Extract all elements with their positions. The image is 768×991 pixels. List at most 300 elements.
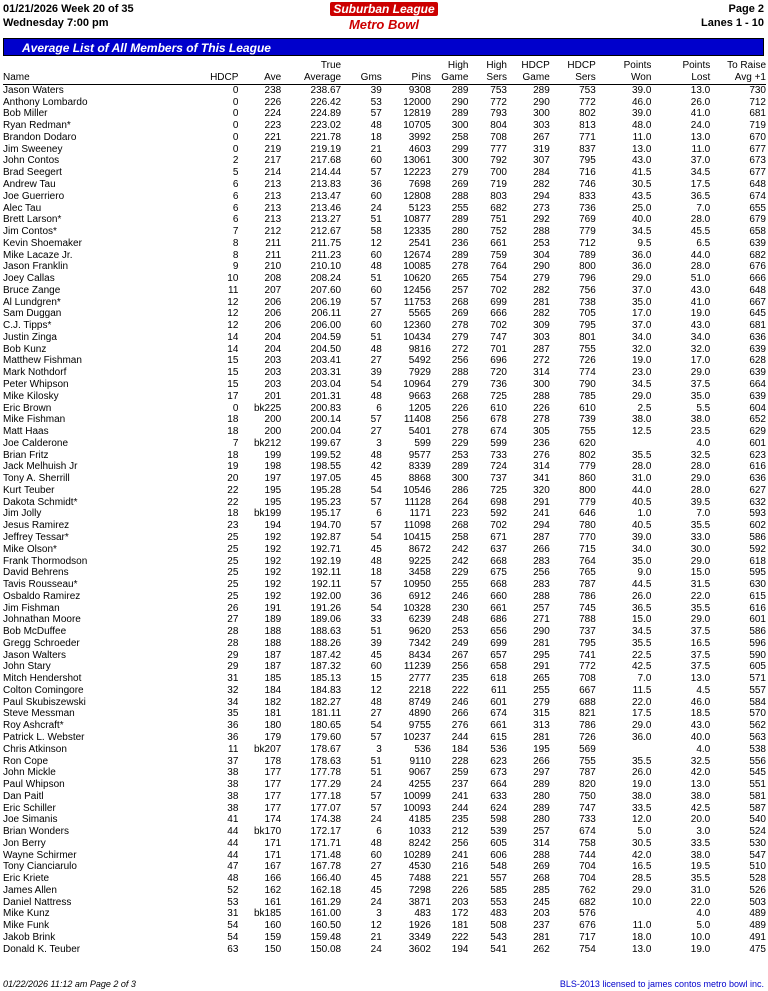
cell-high-game: 256 bbox=[451, 661, 469, 673]
date-week: 01/21/2026 Week 20 of 35 bbox=[3, 3, 134, 15]
cell-true-average: 219.19 bbox=[310, 143, 342, 155]
cell-true-average: 192.11 bbox=[311, 579, 342, 591]
cell-points-lost: 4.5 bbox=[696, 684, 711, 696]
cell-gms: 60 bbox=[370, 155, 382, 167]
cell-gms: 57 bbox=[370, 520, 382, 532]
cell-hdcp-sers: 739 bbox=[579, 414, 596, 426]
cell-to-raise: 616 bbox=[749, 602, 766, 614]
cell-name: Mike Funk bbox=[3, 920, 50, 932]
cell-hdcp-game: 303 bbox=[533, 120, 550, 132]
cell-name: Brett Larson* bbox=[3, 214, 62, 226]
cell-points-won bbox=[596, 437, 652, 449]
cell-hdcp-sers: 717 bbox=[579, 932, 596, 943]
cell-hdcp: 25 bbox=[227, 567, 239, 579]
cell-true-average: 189.06 bbox=[310, 614, 342, 626]
cell-hdcp: 27 bbox=[227, 614, 239, 626]
cell-pins: 11753 bbox=[403, 296, 431, 308]
cell-to-raise: 639 bbox=[749, 390, 766, 402]
cell-hdcp: 53 bbox=[227, 896, 239, 908]
cell-pins: 12456 bbox=[403, 284, 431, 296]
table-row bbox=[3, 838, 766, 850]
cell-high-game: 288 bbox=[451, 367, 469, 379]
cell-points-won: 43.0 bbox=[631, 155, 652, 167]
day-time: Wednesday 7:00 pm bbox=[3, 17, 109, 29]
cell-gms: 60 bbox=[370, 284, 382, 296]
cell-gms: 60 bbox=[370, 849, 382, 861]
cell-ave: 188 bbox=[264, 626, 282, 638]
table-row bbox=[3, 590, 766, 602]
table-row bbox=[3, 920, 766, 932]
cell-points-won: 11.0 bbox=[632, 131, 652, 143]
cell-hdcp-sers: 708 bbox=[579, 673, 596, 685]
cell-hdcp: 54 bbox=[227, 932, 239, 943]
cell-points-lost: 32.0 bbox=[690, 343, 711, 355]
cell-points-won: 13.0 bbox=[631, 943, 652, 955]
cell-gms: 3 bbox=[376, 437, 382, 449]
cell-hdcp: 25 bbox=[227, 531, 239, 543]
cell-points-lost: 28.0 bbox=[690, 214, 711, 226]
cell-ave: 210 bbox=[264, 261, 282, 273]
cell-high-sers: 585 bbox=[490, 884, 507, 896]
table-row bbox=[3, 767, 766, 779]
cell-hdcp-game: 237 bbox=[533, 920, 550, 932]
cell-hdcp-sers: 789 bbox=[579, 249, 596, 261]
cell-hdcp-game: 256 bbox=[533, 567, 550, 579]
cell-points-lost: 13.0 bbox=[690, 84, 711, 96]
cell-true-average: 206.11 bbox=[311, 308, 342, 320]
cell-true-average: 192.11 bbox=[311, 567, 342, 579]
table-row bbox=[3, 214, 766, 226]
cell-pins: 7488 bbox=[408, 873, 431, 885]
cell-to-raise: 538 bbox=[749, 743, 766, 755]
cell-name: Jim Jolly bbox=[3, 508, 42, 520]
cell-points-won: 26.0 bbox=[631, 767, 652, 779]
cell-hdcp-game: 297 bbox=[533, 767, 550, 779]
cell-high-sers: 733 bbox=[490, 449, 507, 461]
cell-to-raise: 540 bbox=[749, 814, 766, 826]
cell-pins: 10093 bbox=[403, 802, 431, 814]
table-row bbox=[3, 108, 766, 120]
cell-points-lost: 42.5 bbox=[690, 802, 711, 814]
cell-hdcp-game: 245 bbox=[533, 896, 550, 908]
cell-hdcp-game: 283 bbox=[533, 579, 550, 591]
cell-high-game: 289 bbox=[451, 249, 469, 261]
cell-pins: 4255 bbox=[408, 779, 431, 791]
cell-high-sers: 724 bbox=[490, 461, 507, 473]
cell-points-lost: 37.5 bbox=[690, 626, 711, 638]
cell-points-lost: 35.5 bbox=[690, 520, 711, 532]
cell-ave: 192 bbox=[264, 590, 282, 602]
cell-points-won: 26.0 bbox=[631, 590, 652, 602]
cell-to-raise: 639 bbox=[749, 237, 766, 249]
cell-hdcp-game: 282 bbox=[533, 284, 550, 296]
cell-ave: 198 bbox=[264, 461, 282, 473]
table-header-row bbox=[3, 59, 766, 84]
cell-name: Ron Cope bbox=[3, 755, 49, 767]
cell-hdcp-sers: 704 bbox=[579, 861, 596, 873]
cell-to-raise: 586 bbox=[749, 531, 766, 543]
cell-hdcp-sers: 788 bbox=[579, 614, 596, 626]
cell-hdcp: 36 bbox=[227, 731, 239, 743]
cell-hdcp-sers: 820 bbox=[579, 779, 596, 791]
table-row bbox=[3, 908, 766, 920]
table-row bbox=[3, 885, 766, 897]
cell-pins: 2541 bbox=[408, 237, 431, 249]
report-banner: Average List of All Members of This League bbox=[3, 38, 764, 56]
cell-hdcp-sers: 610 bbox=[579, 402, 596, 414]
cell-hdcp-sers: 764 bbox=[579, 555, 596, 567]
cell-hdcp-sers: 860 bbox=[579, 473, 596, 485]
cell-to-raise: 681 bbox=[749, 108, 766, 120]
cell-to-raise: 630 bbox=[749, 579, 766, 591]
cell-hdcp-game: 287 bbox=[533, 531, 550, 543]
table-row bbox=[3, 485, 766, 497]
cell-points-won: 17.0 bbox=[631, 308, 652, 320]
cell-points-won: 19.0 bbox=[631, 779, 652, 791]
cell-ave: 177 bbox=[264, 802, 282, 814]
cell-hdcp-sers: 733 bbox=[579, 814, 596, 826]
cell-to-raise: 719 bbox=[749, 120, 766, 132]
cell-hdcp-sers: 800 bbox=[579, 484, 596, 496]
cell-high-sers: 541 bbox=[490, 943, 507, 955]
cell-high-game: 229 bbox=[451, 567, 469, 579]
cell-ave: bk207 bbox=[253, 743, 282, 755]
cell-gms: 54 bbox=[370, 531, 382, 543]
table-row bbox=[3, 308, 766, 320]
cell-points-lost: 44.0 bbox=[690, 249, 711, 261]
cell-name: Jim Sweeney bbox=[3, 143, 63, 155]
cell-high-game: 289 bbox=[451, 461, 469, 473]
cell-hdcp-sers: 802 bbox=[579, 108, 596, 120]
cell-high-sers: 752 bbox=[490, 226, 507, 238]
cell-hdcp: 38 bbox=[227, 767, 239, 779]
cell-hdcp-game: 320 bbox=[533, 484, 550, 496]
cell-hdcp: 44 bbox=[227, 826, 239, 838]
cell-name: Patrick L. Webster bbox=[3, 731, 85, 743]
cell-name: Mike Lacaze Jr. bbox=[3, 249, 73, 261]
cell-points-won: 35.5 bbox=[631, 755, 652, 767]
cell-hdcp-game: 266 bbox=[533, 543, 550, 555]
cell-high-game: 278 bbox=[451, 426, 469, 438]
table-row bbox=[3, 720, 766, 732]
cell-points-won: 13.0 bbox=[631, 143, 652, 155]
cell-high-sers: 557 bbox=[490, 873, 507, 885]
cell-gms: 24 bbox=[370, 814, 382, 826]
cell-true-average: 174.38 bbox=[310, 814, 342, 826]
cell-points-lost: 34.5 bbox=[690, 167, 711, 179]
cell-hdcp-sers: 712 bbox=[579, 237, 596, 249]
cell-high-sers: 725 bbox=[490, 390, 507, 402]
table-row bbox=[3, 520, 766, 532]
cell-high-sers: 673 bbox=[490, 767, 507, 779]
cell-hdcp-game: 279 bbox=[533, 696, 550, 708]
cell-points-won: 19.0 bbox=[631, 355, 652, 367]
cell-pins: 10950 bbox=[403, 579, 431, 591]
cell-to-raise: 489 bbox=[749, 920, 766, 932]
cell-pins: 10434 bbox=[403, 331, 431, 343]
cell-true-average: 180.65 bbox=[310, 720, 342, 732]
cell-hdcp-game: 279 bbox=[533, 273, 550, 285]
cell-hdcp-sers: 646 bbox=[579, 508, 596, 520]
cell-high-game: 299 bbox=[451, 143, 469, 155]
cell-gms: 27 bbox=[370, 355, 382, 367]
cell-points-won: 34.0 bbox=[631, 331, 652, 343]
cell-to-raise: 627 bbox=[749, 484, 766, 496]
cell-ave: 162 bbox=[264, 884, 282, 896]
cell-high-game: 300 bbox=[451, 473, 469, 485]
table-row bbox=[3, 426, 766, 438]
cell-name: John Contos bbox=[3, 155, 60, 167]
cell-hdcp: 38 bbox=[227, 790, 239, 802]
cell-hdcp: 44 bbox=[227, 837, 239, 849]
cell-high-sers: 699 bbox=[490, 637, 507, 649]
cell-hdcp: 12 bbox=[227, 296, 239, 308]
cell-to-raise: 556 bbox=[749, 755, 766, 767]
cell-points-won: 41.5 bbox=[631, 167, 652, 179]
cell-high-sers: 657 bbox=[490, 649, 507, 661]
table-row bbox=[3, 449, 766, 461]
cell-hdcp-sers: 715 bbox=[579, 543, 596, 555]
cell-high-game: 300 bbox=[451, 155, 469, 167]
cell-name: Andrew Tau bbox=[3, 179, 56, 190]
cell-points-won: 30.5 bbox=[631, 837, 652, 849]
table-row bbox=[3, 849, 766, 861]
cell-high-sers: 725 bbox=[490, 484, 507, 496]
cell-hdcp-sers: 676 bbox=[579, 920, 596, 932]
cell-gms: 60 bbox=[370, 249, 382, 261]
cell-hdcp-game: 268 bbox=[533, 873, 550, 885]
cell-pins: 5565 bbox=[408, 308, 431, 320]
cell-to-raise: 530 bbox=[749, 837, 766, 849]
cell-high-game: 226 bbox=[451, 402, 469, 414]
cell-points-lost: 15.0 bbox=[690, 567, 711, 579]
cell-points-won: 25.0 bbox=[631, 202, 652, 214]
cell-hdcp-sers: 753 bbox=[579, 84, 596, 96]
cell-ave: 178 bbox=[264, 755, 282, 767]
cell-pins: 8749 bbox=[408, 696, 431, 708]
cell-name: C.J. Tipps* bbox=[3, 320, 52, 332]
cell-high-game: 228 bbox=[451, 755, 469, 767]
cell-points-lost: 29.0 bbox=[690, 367, 711, 379]
table-row bbox=[3, 779, 766, 791]
cell-hdcp: 2 bbox=[232, 155, 239, 167]
cell-name: Bob Kunz bbox=[3, 343, 47, 355]
cell-high-game: 276 bbox=[451, 720, 469, 732]
cell-high-game: 248 bbox=[451, 614, 469, 626]
cell-to-raise: 628 bbox=[749, 355, 766, 367]
table-row bbox=[3, 249, 766, 261]
cell-high-sers: 660 bbox=[490, 590, 507, 602]
cell-hdcp-game: 283 bbox=[533, 555, 550, 567]
cell-high-sers: 656 bbox=[490, 626, 507, 638]
cell-points-lost: 35.5 bbox=[690, 602, 711, 614]
cell-true-average: 217.68 bbox=[310, 155, 342, 167]
cell-high-sers: 702 bbox=[490, 320, 507, 332]
cell-points-won: 40.5 bbox=[631, 496, 652, 508]
col-header-hdcp-sers: HDCP Sers bbox=[550, 59, 596, 84]
cell-hdcp: 0 bbox=[232, 131, 239, 143]
cell-ave: 211 bbox=[265, 249, 282, 261]
cell-true-average: 184.83 bbox=[310, 684, 342, 696]
cell-gms: 36 bbox=[370, 590, 382, 602]
cell-gms: 57 bbox=[370, 496, 382, 508]
cell-to-raise: 604 bbox=[749, 402, 766, 414]
cell-hdcp: 32 bbox=[227, 684, 239, 696]
cell-high-game: 258 bbox=[451, 531, 469, 543]
cell-true-average: 194.70 bbox=[310, 520, 342, 532]
cell-points-won: 35.0 bbox=[631, 555, 652, 567]
cell-high-game: 268 bbox=[451, 296, 469, 308]
cell-points-won: 32.0 bbox=[631, 343, 652, 355]
cell-hdcp-game: 266 bbox=[533, 755, 550, 767]
cell-pins: 6912 bbox=[408, 590, 431, 602]
cell-name: Justin Zinga bbox=[3, 331, 57, 343]
cell-gms: 33 bbox=[370, 614, 382, 626]
cell-hdcp: 23 bbox=[227, 520, 239, 532]
cell-ave: 200 bbox=[264, 414, 282, 426]
cell-pins: 4530 bbox=[408, 861, 431, 873]
cell-hdcp-game: 226 bbox=[533, 402, 550, 414]
cell-ave: 212 bbox=[264, 226, 282, 238]
cell-hdcp-game: 271 bbox=[533, 614, 550, 626]
cell-hdcp: 19 bbox=[227, 461, 239, 473]
cell-hdcp-sers: 821 bbox=[579, 708, 596, 720]
cell-name: Anthony Lombardo bbox=[3, 96, 88, 108]
cell-hdcp: 38 bbox=[227, 779, 239, 791]
cell-name: Dan Paitl bbox=[3, 790, 44, 802]
cell-name: Chris Atkinson bbox=[3, 743, 67, 755]
cell-hdcp-sers: 779 bbox=[579, 496, 596, 508]
cell-hdcp-game: 276 bbox=[533, 449, 550, 461]
cell-pins: 9663 bbox=[408, 390, 431, 402]
cell-true-average: 177.78 bbox=[310, 767, 342, 779]
cell-hdcp-sers: 747 bbox=[579, 802, 596, 814]
cell-hdcp-game: 280 bbox=[533, 790, 550, 802]
cell-hdcp-sers: 786 bbox=[579, 590, 596, 602]
cell-hdcp-sers: 837 bbox=[579, 143, 596, 155]
cell-name: Donald K. Teuber bbox=[3, 943, 81, 955]
cell-true-average: 179.60 bbox=[310, 731, 342, 743]
cell-pins: 1926 bbox=[408, 920, 431, 932]
cell-hdcp-game: 300 bbox=[533, 108, 550, 120]
cell-high-sers: 658 bbox=[490, 661, 507, 673]
cell-gms: 48 bbox=[370, 261, 382, 273]
cell-hdcp-game: 195 bbox=[533, 743, 550, 755]
table-row bbox=[3, 649, 766, 661]
cell-hdcp-game: 341 bbox=[533, 473, 550, 485]
cell-hdcp-sers: 762 bbox=[579, 884, 596, 896]
cell-points-won: 29.0 bbox=[631, 390, 652, 402]
cell-points-lost: 28.0 bbox=[690, 461, 711, 473]
cell-points-won: 36.0 bbox=[631, 261, 652, 273]
cell-true-average: 161.29 bbox=[310, 896, 342, 908]
cell-high-sers: 599 bbox=[490, 437, 507, 449]
cell-to-raise: 632 bbox=[749, 496, 766, 508]
cell-true-average: 178.67 bbox=[310, 743, 342, 755]
table-row bbox=[3, 261, 766, 273]
cell-ave: 214 bbox=[264, 167, 282, 179]
cell-ave: 187 bbox=[264, 649, 282, 661]
cell-points-lost: 38.0 bbox=[690, 790, 711, 802]
cell-to-raise: 526 bbox=[749, 884, 766, 896]
cell-to-raise: 730 bbox=[749, 84, 766, 96]
cell-hdcp-sers: 801 bbox=[579, 331, 596, 343]
cell-ave: 182 bbox=[264, 696, 282, 708]
cell-true-average: 187.32 bbox=[310, 661, 342, 673]
cell-hdcp-game: 292 bbox=[533, 214, 550, 226]
cell-hdcp: 17 bbox=[227, 390, 239, 402]
cell-hdcp-game: 314 bbox=[533, 837, 550, 849]
cell-to-raise: 616 bbox=[749, 461, 766, 473]
cell-high-game: 181 bbox=[451, 920, 469, 932]
cell-pins: 9067 bbox=[408, 767, 431, 779]
cell-hdcp: 8 bbox=[232, 237, 239, 249]
cell-points-won: 18.0 bbox=[631, 932, 652, 943]
cell-to-raise: 677 bbox=[749, 143, 766, 155]
cell-points-lost: 37.0 bbox=[690, 155, 711, 167]
col-header-pins: Pins bbox=[382, 59, 431, 84]
cell-hdcp-sers: 716 bbox=[579, 167, 596, 179]
cell-points-lost: 13.0 bbox=[690, 673, 711, 685]
table-row bbox=[3, 355, 766, 367]
cell-high-sers: 737 bbox=[490, 473, 507, 485]
cell-points-lost: 16.5 bbox=[690, 637, 711, 649]
cell-to-raise: 547 bbox=[749, 849, 766, 861]
cell-true-average: 213.27 bbox=[310, 214, 342, 226]
table-row bbox=[3, 226, 766, 238]
cell-pins: 3349 bbox=[408, 932, 431, 943]
cell-hdcp-sers: 765 bbox=[579, 567, 596, 579]
cell-high-sers: 720 bbox=[490, 367, 507, 379]
cell-hdcp-game: 257 bbox=[533, 826, 550, 838]
cell-true-average: 171.71 bbox=[310, 837, 342, 849]
cell-ave: 194 bbox=[264, 520, 282, 532]
cell-high-sers: 701 bbox=[490, 343, 507, 355]
cell-pins: 5401 bbox=[408, 426, 431, 438]
cell-points-won: 22.0 bbox=[631, 696, 652, 708]
cell-name: Gregg Schroeder bbox=[3, 637, 80, 649]
cell-high-game: 300 bbox=[451, 120, 469, 132]
cell-name: Joe Guerriero bbox=[3, 190, 65, 202]
league-name bbox=[0, 2, 768, 16]
cell-true-average: 213.83 bbox=[310, 179, 342, 190]
cell-hdcp: 28 bbox=[227, 637, 239, 649]
table-row bbox=[3, 320, 766, 332]
table-row bbox=[3, 202, 766, 214]
cell-ave: 206 bbox=[264, 308, 282, 320]
cell-high-game: 194 bbox=[451, 943, 469, 955]
cell-gms: 24 bbox=[370, 202, 382, 214]
cell-points-lost: 39.5 bbox=[690, 496, 711, 508]
cell-high-sers: 747 bbox=[490, 331, 507, 343]
cell-hdcp-sers: 620 bbox=[579, 437, 596, 449]
cell-points-won: 40.0 bbox=[631, 214, 652, 226]
cell-gms: 36 bbox=[370, 179, 382, 190]
cell-high-sers: 615 bbox=[490, 731, 507, 743]
cell-hdcp-sers: 786 bbox=[579, 720, 596, 732]
cell-hdcp-sers: 667 bbox=[579, 684, 596, 696]
cell-to-raise: 670 bbox=[749, 131, 766, 143]
cell-name: Bruce Zange bbox=[3, 284, 61, 296]
cell-high-sers: 759 bbox=[490, 249, 507, 261]
cell-gms: 27 bbox=[370, 861, 382, 873]
cell-hdcp: 8 bbox=[232, 249, 239, 261]
cell-gms: 57 bbox=[370, 731, 382, 743]
cell-high-sers: 536 bbox=[490, 743, 507, 755]
cell-hdcp-sers: 745 bbox=[579, 602, 596, 614]
cell-points-won: 29.0 bbox=[631, 884, 652, 896]
cell-name: Jack Melhuish Jr bbox=[3, 461, 78, 473]
